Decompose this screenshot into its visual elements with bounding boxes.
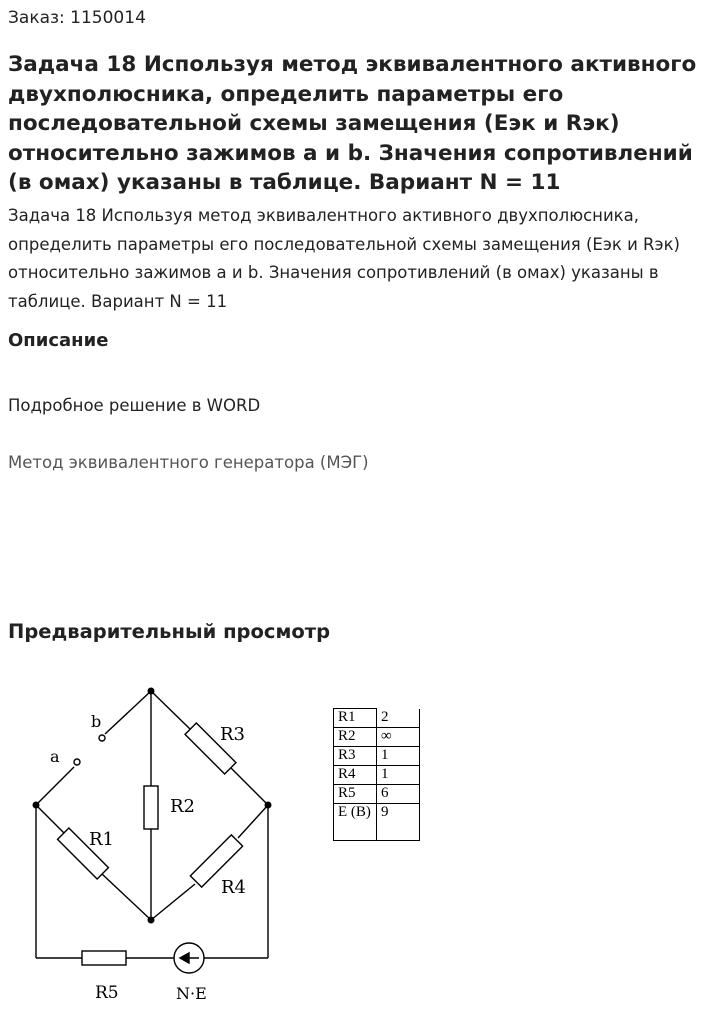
label-r5: R5	[95, 983, 119, 1003]
order-number: Заказ: 1150014	[8, 8, 146, 28]
terminal-b	[99, 735, 105, 741]
table-key: R2	[334, 728, 377, 747]
node-top	[148, 688, 155, 695]
table-key: R3	[334, 747, 377, 766]
table-value: 6	[377, 785, 420, 804]
task-text: Задача 18 Используя метод эквивалентного активного двухполюсника, определить параметры его последовательной схемы замещения (Еэк и Rэк) относительно зажимов a и b. Значения сопротивлений (в омах) указаны в таблице. Вариант N = 11	[8, 206, 680, 311]
table-row	[334, 804, 420, 841]
label-r3: R3	[220, 724, 246, 745]
table-key: E (B)	[334, 804, 377, 841]
table-value: 1	[377, 766, 420, 785]
resistor-r2	[144, 786, 158, 829]
table-row	[334, 785, 420, 804]
table-key: R4	[334, 766, 377, 785]
preview-heading: Предварительный просмотр	[8, 620, 331, 643]
label-r1: R1	[89, 829, 115, 850]
node-left	[33, 802, 40, 809]
resistor-r5	[82, 951, 126, 965]
label-terminal-a: a	[50, 747, 60, 766]
table-key: R5	[334, 785, 377, 804]
label-r2: R2	[170, 796, 196, 817]
page-title: Задача 18 Используя метод эквивалентного активного двухполюсника, определить параметры его последовательной схемы замещения (Еэк и Rэк) относительно зажимов a и b. Значения сопротивлений (в омах) указаны в таблице. Вариант N = 11	[8, 52, 697, 195]
node-right	[265, 802, 272, 809]
table-value: 2	[377, 709, 420, 728]
circuit-schematic	[0, 670, 330, 1010]
description-heading: Описание	[8, 330, 109, 351]
table-key: R1	[334, 709, 377, 728]
table-row	[334, 747, 420, 766]
terminal-a	[74, 759, 80, 765]
parameters-table	[333, 708, 420, 841]
table-row	[334, 766, 420, 785]
label-r4: R4	[221, 877, 247, 898]
description-line-word: Подробное решение в WORD	[8, 396, 261, 415]
table-row	[334, 709, 420, 728]
table-value: ∞	[377, 728, 420, 747]
description-line-method: Метод эквивалентного генератора (МЭГ)	[8, 453, 369, 472]
node-bottom	[148, 917, 155, 924]
table-value: 1	[377, 747, 420, 766]
label-source: N·E	[176, 984, 207, 1003]
table-value: 9	[377, 804, 420, 841]
table-row	[334, 728, 420, 747]
label-terminal-b: b	[91, 712, 102, 731]
